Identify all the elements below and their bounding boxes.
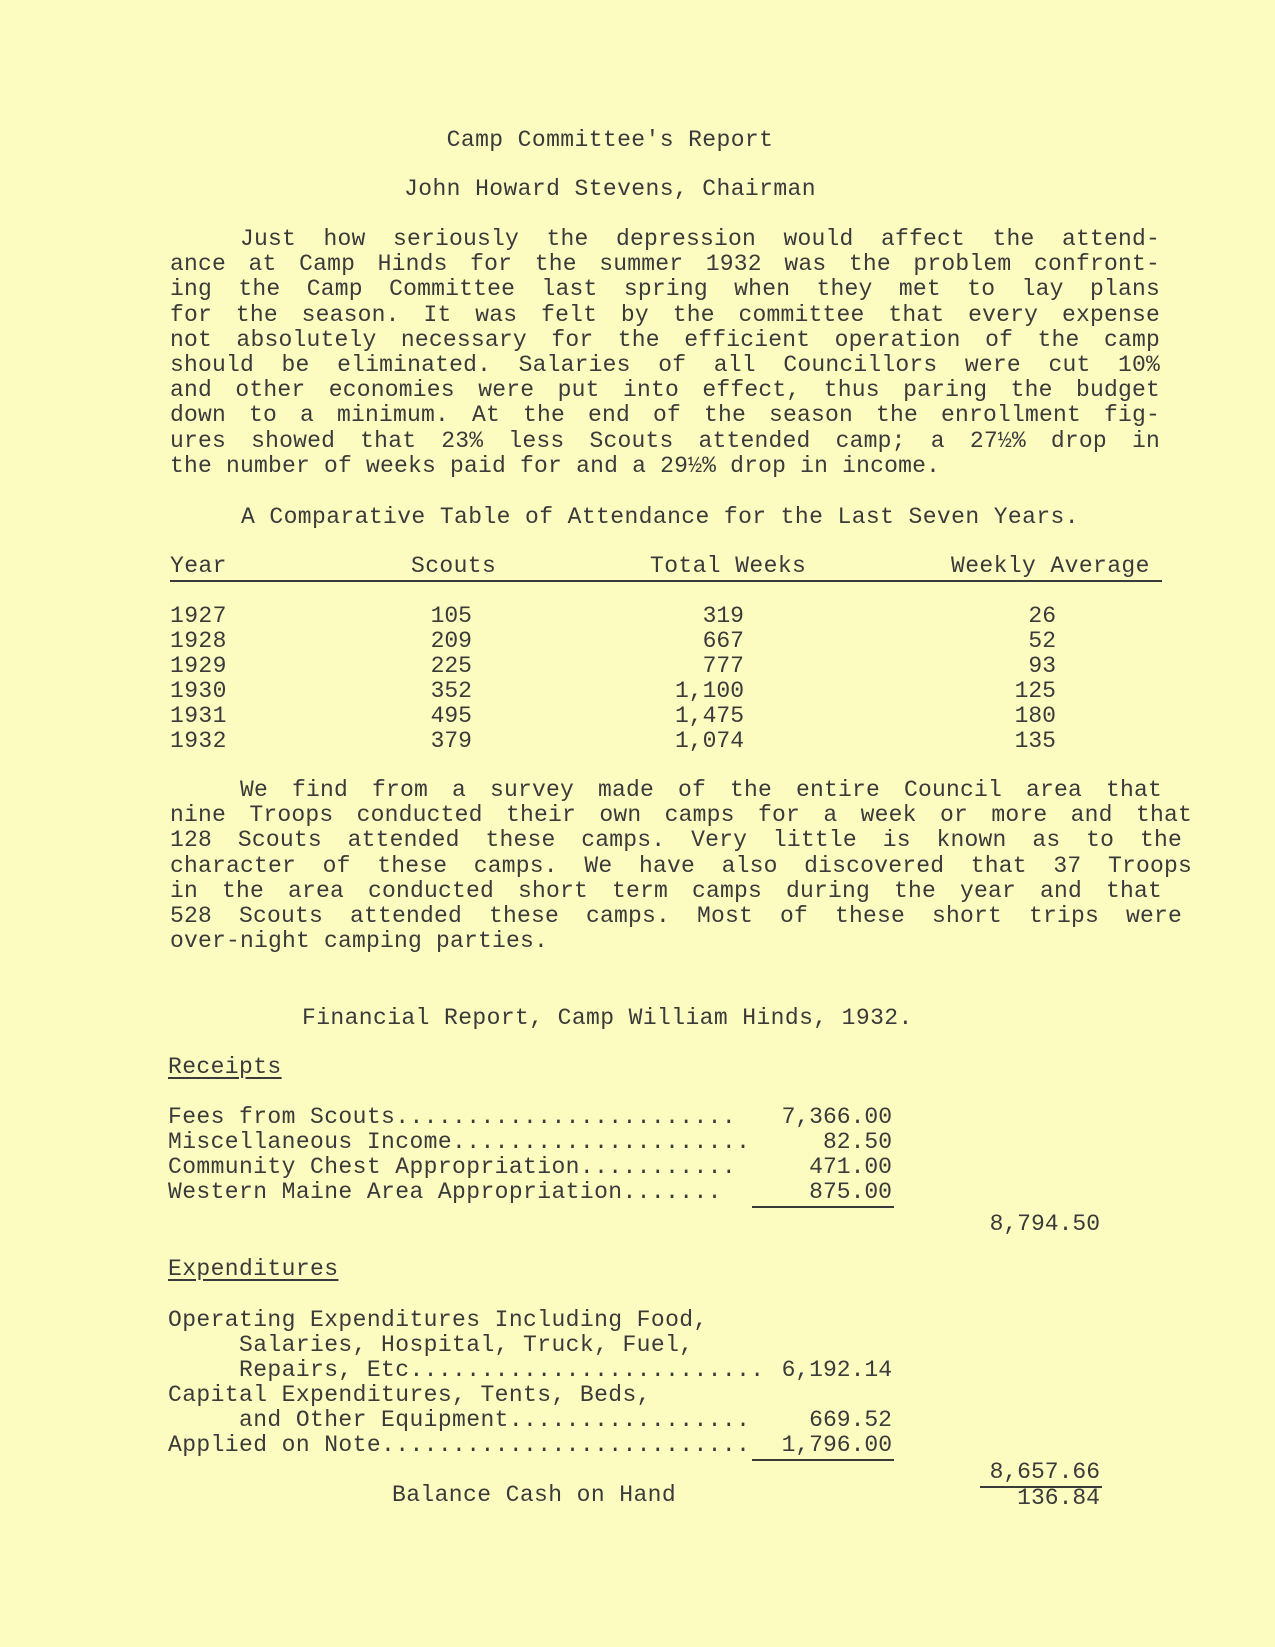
table-header-rule — [170, 580, 1162, 582]
intro-line: down to a minimum. At the end of the season the enrollment fig- — [170, 402, 1160, 429]
intro-line: the number of weeks paid for and a 29½% drop in income. — [170, 452, 941, 479]
receipts-total: 8,794.50 — [989, 1211, 1100, 1237]
receipts-heading: Receipts — [168, 1054, 282, 1080]
cell-weeks: 667 — [702, 628, 744, 654]
header-year: Year — [170, 553, 227, 579]
cell-year: 1931 — [170, 703, 227, 729]
receipt-amount: 875.00 — [809, 1179, 892, 1205]
receipt-amount: 471.00 — [809, 1154, 892, 1180]
survey-line: 528 Scouts attended these camps. Most of these short trips were — [170, 903, 1182, 930]
survey-line: character of these camps. We have also discovered that 37 Troops — [170, 852, 1192, 879]
intro-line: ing the Camp Committee last spring when they met to lay plans — [170, 276, 1160, 303]
expenditures-total: 8,657.66 — [989, 1459, 1100, 1485]
receipts-sum-rule — [752, 1206, 894, 1208]
cell-scouts: 209 — [430, 628, 472, 654]
cell-year: 1928 — [170, 628, 227, 654]
cell-scouts: 225 — [430, 653, 472, 679]
intro-line: not absolutely necessary for the efficient operation of the camp — [170, 326, 1160, 353]
cell-weeks: 1,100 — [674, 678, 744, 704]
cell-average: 93 — [1028, 653, 1056, 679]
intro-line: ance at Camp Hinds for the summer 1932 was the problem confront- — [170, 251, 1160, 278]
cell-scouts: 379 — [430, 728, 472, 754]
receipt-amount: 7,366.00 — [781, 1104, 892, 1130]
expenditures-sum-rule — [752, 1459, 894, 1461]
expenditure-line: Salaries, Hospital, Truck, Fuel, — [168, 1332, 694, 1358]
expenditure-line: Applied on Note.......................... — [168, 1432, 751, 1458]
cell-scouts: 352 — [430, 678, 472, 704]
expenditure-line: Operating Expenditures Including Food, — [168, 1307, 708, 1333]
expenditures-heading: Expenditures — [168, 1256, 339, 1282]
cell-weeks: 1,074 — [674, 728, 744, 754]
cell-weeks: 1,475 — [674, 703, 744, 729]
cell-weeks: 319 — [702, 603, 744, 629]
expenditure-amount: 1,796.00 — [781, 1432, 892, 1458]
balance-label: Balance Cash on Hand — [392, 1482, 677, 1508]
survey-line: We find from a survey made of the entire Council area that — [240, 777, 1162, 803]
table-title: A Comparative Table of Attendance for the Last Seven Years. — [241, 504, 1079, 530]
cell-year: 1932 — [170, 728, 227, 754]
receipt-label: Fees from Scouts........................ — [168, 1104, 737, 1130]
financial-title: Financial Report, Camp William Hinds, 1932. — [302, 1005, 913, 1031]
receipt-label: Community Chest Appropriation........... — [168, 1154, 737, 1180]
cell-scouts: 495 — [430, 703, 472, 729]
receipt-label: Miscellaneous Income..................... — [168, 1129, 751, 1155]
intro-paragraph — [170, 227, 1160, 479]
expenditure-line: Capital Expenditures, Tents, Beds, — [168, 1382, 651, 1408]
report-title: Camp Committee's Report — [446, 127, 774, 153]
expenditure-amount: 6,192.14 — [781, 1357, 892, 1383]
cell-average: 52 — [1028, 628, 1056, 654]
expenditure-line: Repairs, Etc......................... — [168, 1357, 765, 1383]
receipt-amount: 82.50 — [822, 1129, 892, 1155]
cell-average: 26 — [1028, 603, 1056, 629]
intro-line: and other economies were put into effect, thus paring the budget — [170, 377, 1160, 404]
intro-line: Just how seriously the depression would affect the attend- — [240, 226, 1160, 252]
intro-line: ures showed that 23% less Scouts attended camp; a 27½% drop in — [170, 427, 1160, 454]
expenditure-line: and Other Equipment................. — [168, 1407, 751, 1433]
cell-weeks: 777 — [702, 653, 744, 679]
cell-average: 125 — [1014, 678, 1056, 704]
survey-line: 128 Scouts attended these camps. Very little is known as to the — [170, 827, 1182, 854]
header-weekly-average: Weekly Average — [951, 553, 1150, 579]
balance-amount: 136.84 — [1017, 1485, 1100, 1511]
header-total-weeks: Total Weeks — [650, 553, 807, 579]
cell-scouts: 105 — [430, 603, 472, 629]
cell-year: 1929 — [170, 653, 227, 679]
cell-average: 180 — [1014, 703, 1056, 729]
survey-line: nine Troops conducted their own camps for a week or more and that — [170, 802, 1192, 829]
header-scouts: Scouts — [411, 553, 497, 579]
intro-line: should be eliminated. Salaries of all Councillors were cut 10% — [170, 352, 1160, 379]
survey-line: in the area conducted short term camps during the year and that — [170, 877, 1162, 904]
cell-year: 1930 — [170, 678, 227, 704]
survey-paragraph — [170, 778, 1192, 954]
cell-average: 135 — [1014, 728, 1056, 754]
cell-year: 1927 — [170, 603, 227, 629]
survey-line: over-night camping parties. — [170, 928, 549, 955]
chairman-line: John Howard Stevens, Chairman — [404, 176, 816, 202]
receipt-label: Western Maine Area Appropriation....... — [168, 1179, 722, 1205]
expenditure-amount: 669.52 — [809, 1407, 892, 1433]
intro-line: for the season. It was felt by the committee that every expense — [170, 301, 1160, 328]
